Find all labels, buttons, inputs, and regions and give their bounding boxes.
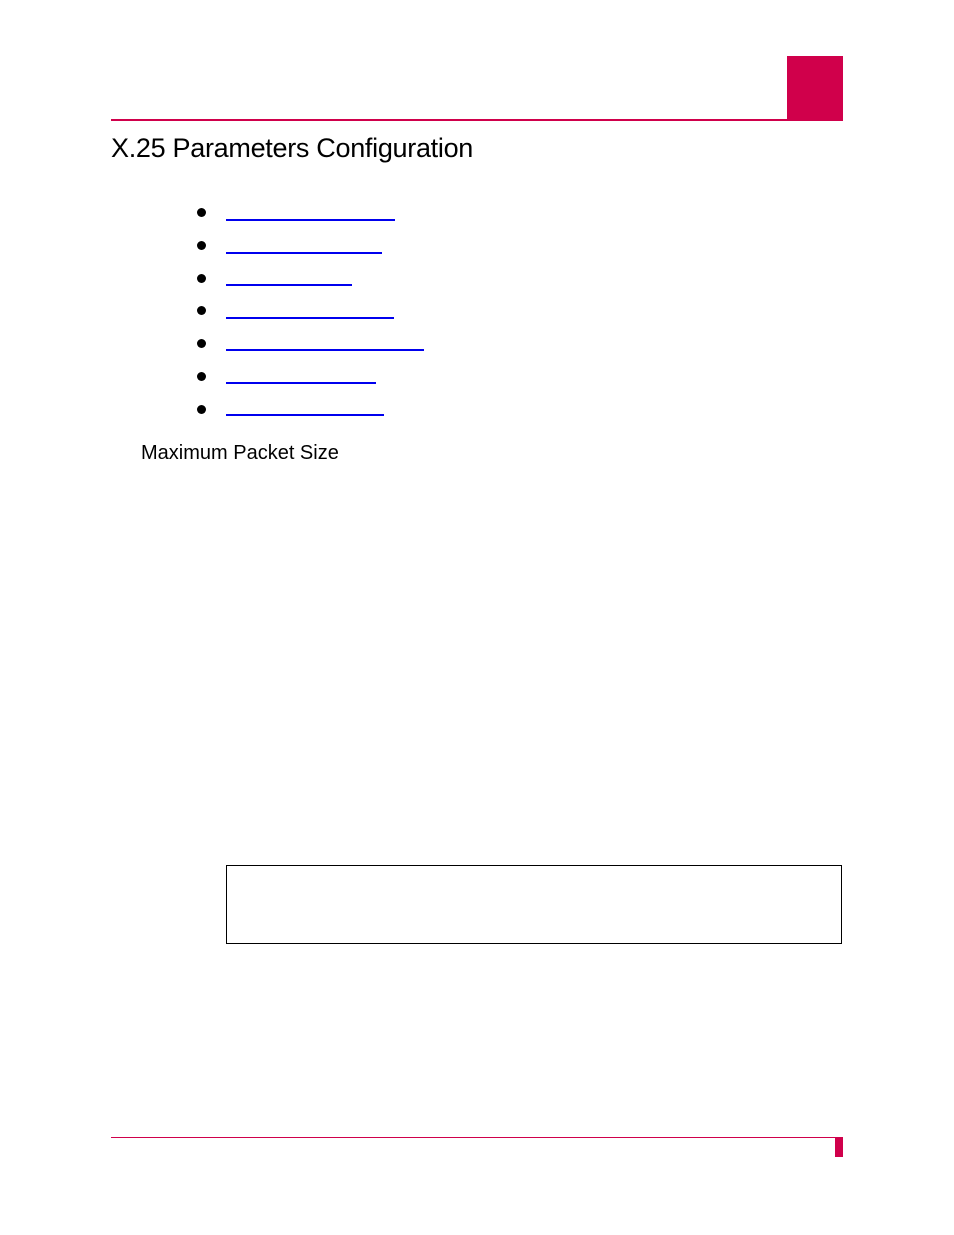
- bullet-icon: [197, 405, 206, 414]
- toc-link[interactable]: [226, 382, 376, 384]
- footer-rule: [111, 1137, 843, 1138]
- toc-link[interactable]: [226, 317, 394, 319]
- bullet-icon: [197, 339, 206, 348]
- note-box: [226, 865, 842, 944]
- bullet-icon: [197, 306, 206, 315]
- footer-tab-marker: [835, 1138, 843, 1157]
- bullet-icon: [197, 274, 206, 283]
- toc-link[interactable]: [226, 252, 382, 254]
- section-heading: Maximum Packet Size: [141, 442, 339, 464]
- bullet-icon: [197, 208, 206, 217]
- header-rule: [111, 119, 843, 121]
- corner-tab-marker: [787, 56, 843, 120]
- bullet-icon: [197, 372, 206, 381]
- bullet-icon: [197, 241, 206, 250]
- page-title: X.25 Parameters Configuration: [111, 133, 473, 163]
- toc-link[interactable]: [226, 349, 424, 351]
- toc-link[interactable]: [226, 284, 352, 286]
- toc-link[interactable]: [226, 414, 384, 416]
- toc-link[interactable]: [226, 219, 395, 221]
